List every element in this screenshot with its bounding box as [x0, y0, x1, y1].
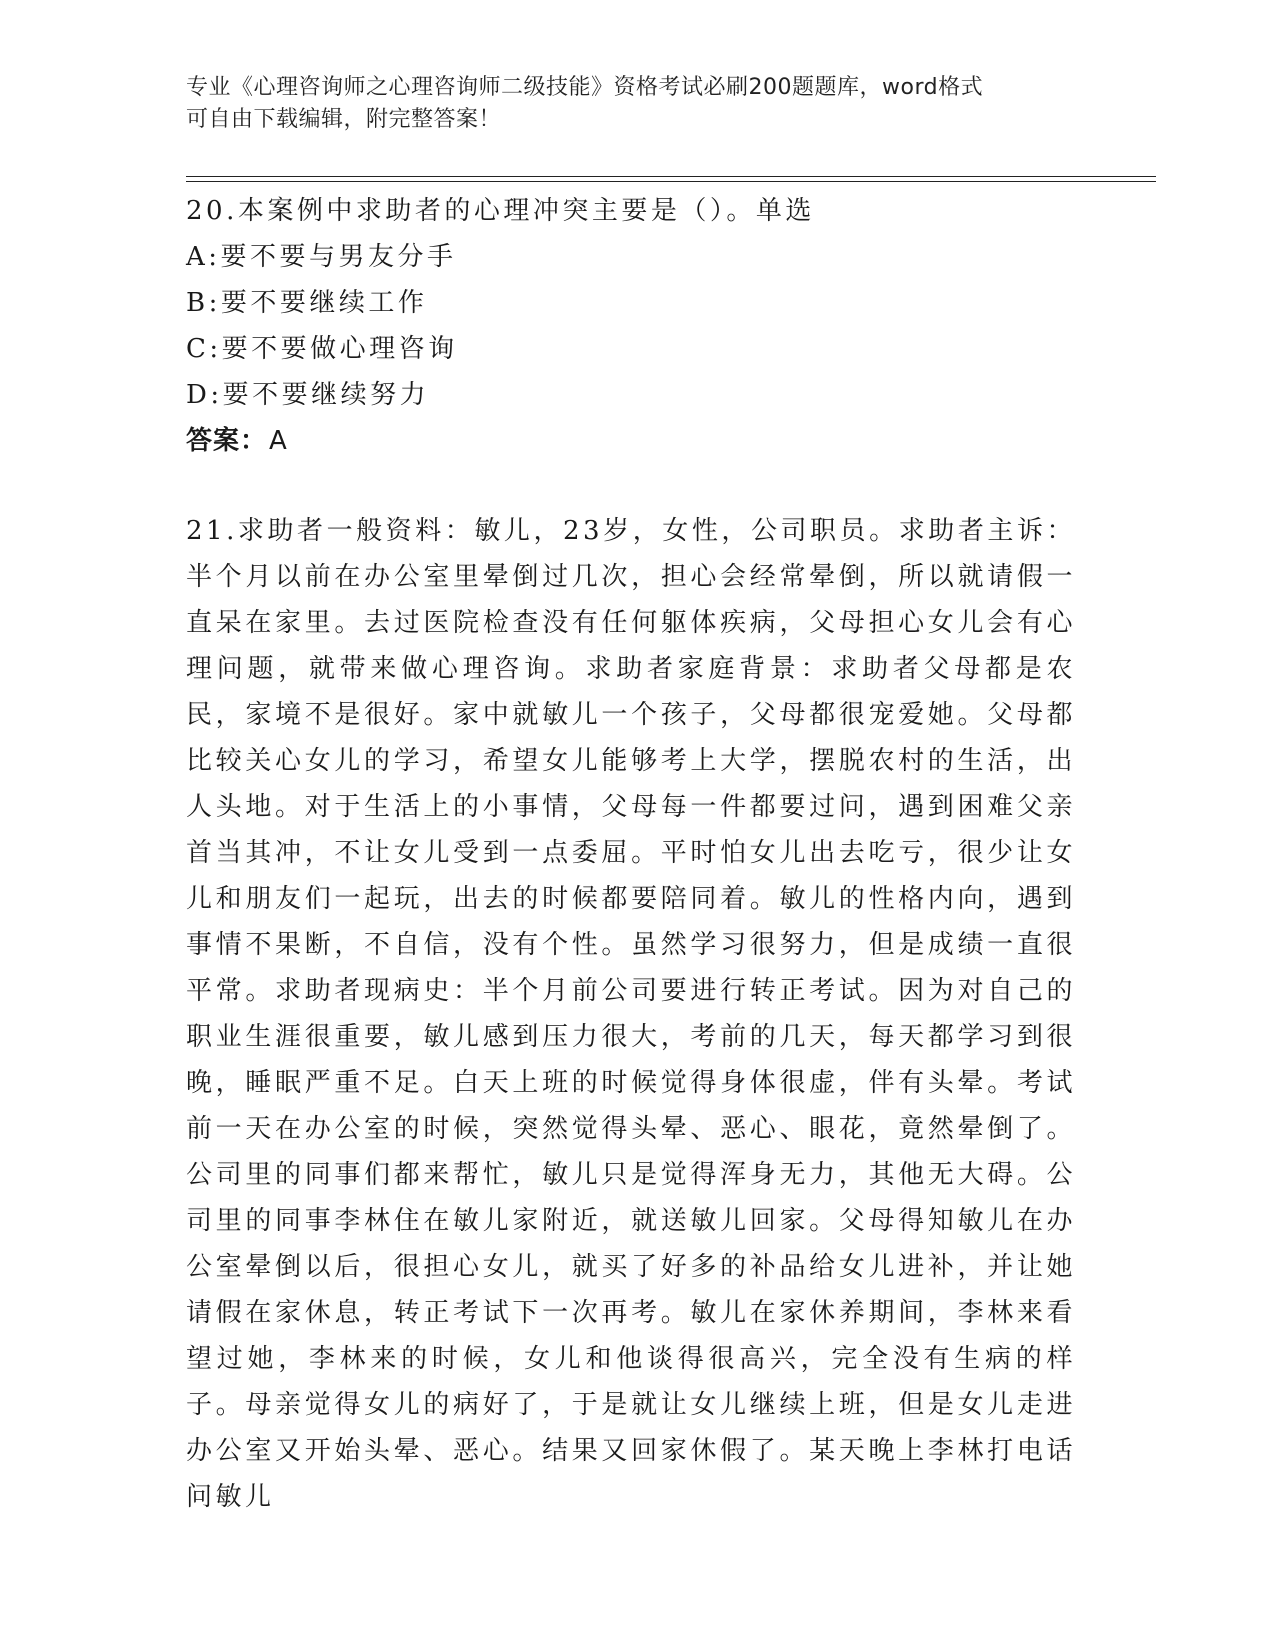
- option-a: A:要不要与男友分手: [186, 242, 457, 272]
- header-line-2: 可自由下载编辑，附完整答案！: [186, 107, 502, 132]
- option-b: B:要不要继续工作: [186, 288, 428, 318]
- header-divider-bottom: [186, 181, 1156, 182]
- header-line-1: 专业《心理咨询师之心理咨询师二级技能》资格考试必刷200题题库，word格式: [186, 75, 984, 100]
- question-stem: 20.本案例中求助者的心理冲突主要是（）。单选: [186, 196, 815, 226]
- header-divider-top: [186, 176, 1156, 177]
- document-header: [186, 72, 1066, 136]
- option-d: D:要不要继续努力: [186, 380, 430, 410]
- answer-label: 答案：: [186, 426, 268, 456]
- answer-value: A: [269, 426, 288, 456]
- question-20: [186, 188, 1086, 464]
- answer-line: [186, 418, 1086, 464]
- question-21-passage: 21.求助者一般资料：敏儿，23岁，女性，公司职员。求助者主诉：半个月以前在办公室里晕倒过几次，担心会经常晕倒，所以就请假一直呆在家里。去过医院检查没有任何躯体疾病，父母担心女儿会有心理问题，就带来做心理咨询。求助者家庭背景：求助者父母都是农民，家境不是很好。家中就敏儿一个孩子，父母都很宠爱她。父母都比较关心女儿的学习，希望女儿能够考上大学，摆脱农村的生活，出人头地。对于生活上的小事情，父母每一件都要过问，遇到困难父亲首当其冲，不让女儿受到一点委屈。平时怕女儿出去吃亏，很少让女儿和朋友们一起玩，出去的时候都要陪同着。敏儿的性格内向，遇到事情不果断，不自信，没有个性。虽然学习很努力，但是成绩一直很平常。求助者现病史：半个月前公司要进行转正考试。因为对自己的职业生涯很重要，敏儿感到压力很大，考前的几天，每天都学习到很晚，睡眠严重不足。白天上班的时候觉得身体很虚，伴有头晕。考试前一天在办公室的时候，突然觉得头晕、恶心、眼花，竟然晕倒了。公司里的同事们都来帮忙，敏儿只是觉得浑身无力，其他无大碍。公司里的同事李林住在敏儿家附近，就送敏儿回家。父母得知敏儿在办公室晕倒以后，很担心女儿，就买了好多的补品给女儿进补，并让她请假在家休息，转正考试下一次再考。敏儿在家休养期间，李林来看望过她，李林来的时候，女儿和他谈得很高兴，完全没有生病的样子。母亲觉得女儿的病好了，于是就让女儿继续上班，但是女儿走进办公室又开始头晕、恶心。结果又回家休假了。某天晚上李林打电话问敏儿: [186, 516, 1076, 1512]
- option-c: C:要不要做心理咨询: [186, 334, 458, 364]
